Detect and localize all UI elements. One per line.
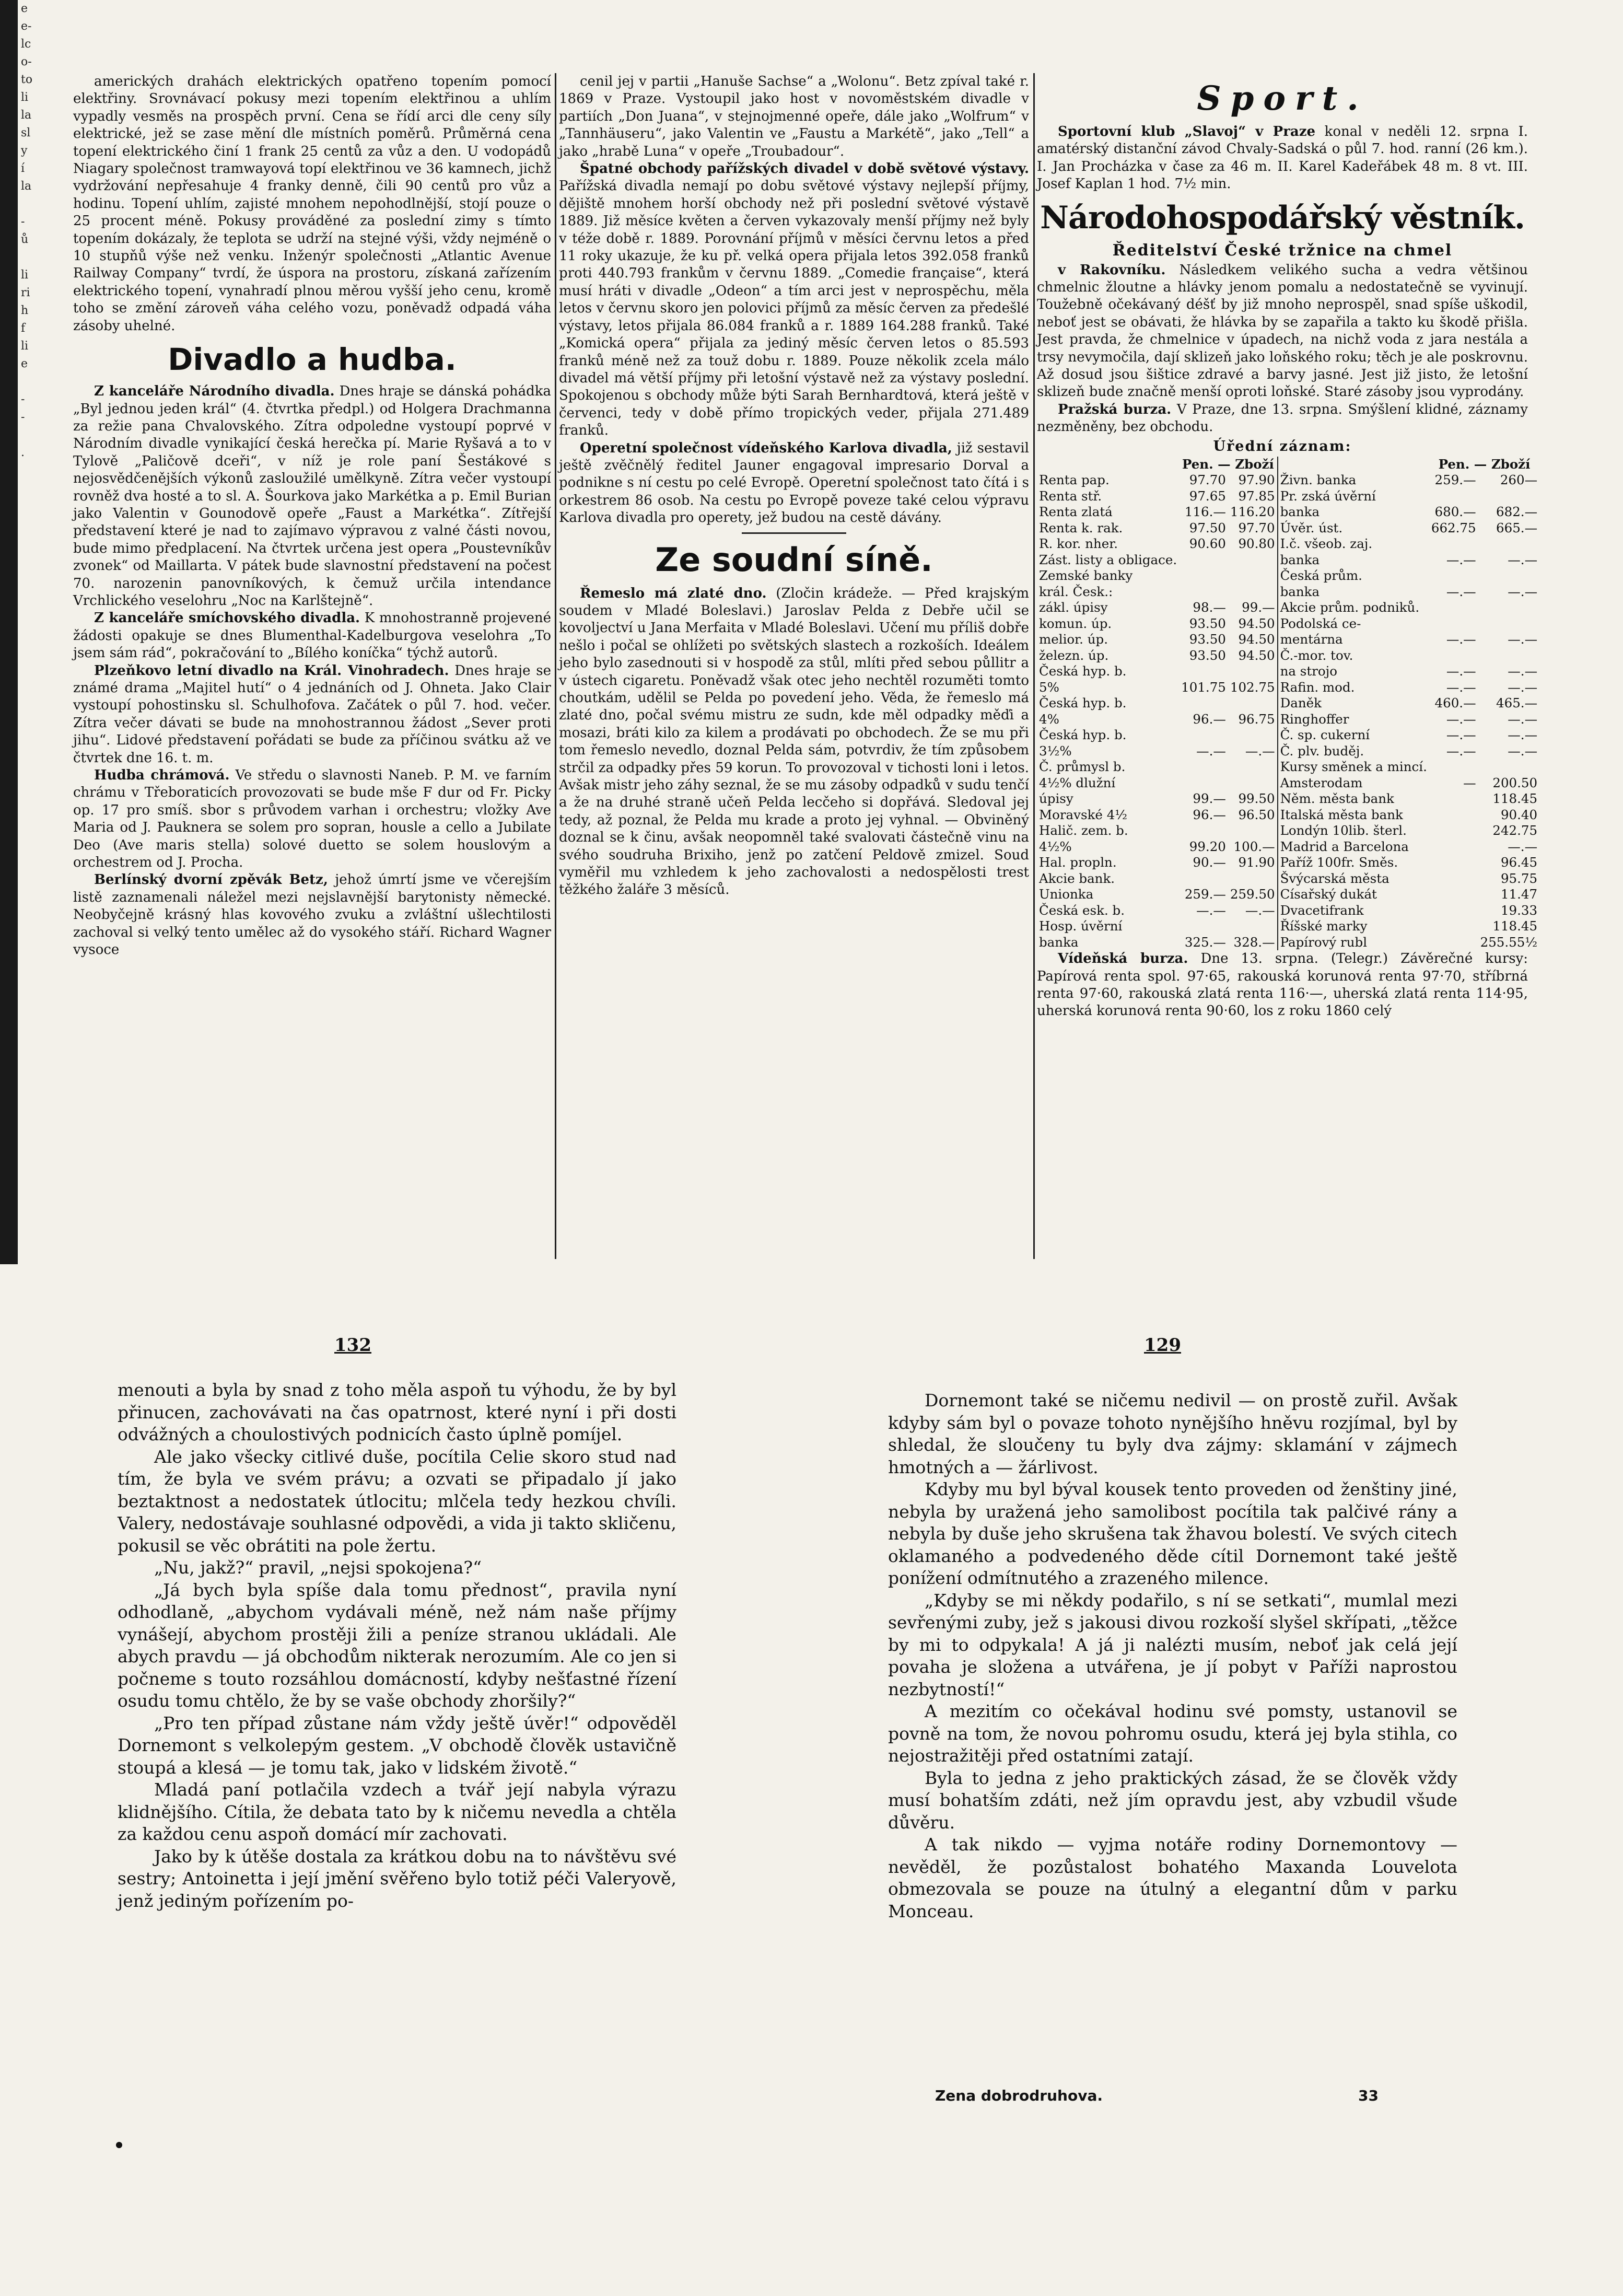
table-row bbox=[1037, 839, 1539, 855]
table-cell: 101.75 bbox=[1181, 679, 1226, 695]
paragraph bbox=[73, 767, 551, 871]
table-row bbox=[1037, 807, 1539, 823]
table-cell bbox=[1179, 918, 1228, 935]
table-row bbox=[1037, 568, 1539, 584]
table-row bbox=[1037, 823, 1539, 839]
table-cell bbox=[1228, 871, 1278, 887]
table-cell bbox=[1228, 584, 1278, 600]
novel-paragraph: Mladá paní potlačila vzdech a tvář její nabyla výrazu klidnějšího. Cítila, že debata tato by k ničemu nevedla a chtěla za každou cenu aspoň domácí mír zachovati. bbox=[118, 1779, 676, 1844]
table-cell: Říšské marky bbox=[1280, 918, 1368, 934]
novel-paragraph: menouti a byla by snad z toho měla aspoň tu výhodu, že by byl přinucen, zachovávati na čas opatrnost, které nyní i při dosti odvážných a choulostivých podnicích často úplně pomíjel. bbox=[118, 1380, 676, 1444]
table-cell: 96.— bbox=[1193, 711, 1226, 727]
table-row bbox=[1037, 520, 1539, 537]
table-cell bbox=[1429, 903, 1478, 919]
table-cell: 100.— bbox=[1228, 839, 1278, 855]
paragraph-text: Následkem velikého sucha a vedra většinou chmelnic žloutne a hlávky jenom pomalu a nedostatečně se vyvinují. Toužebně očekávaný déšť by již mnoho neprospěl, snad spíše uškodil, neboť jest se obávati, že hlávka by se zapařila a takto ku škodě přišla. Jest pravda, že chmelnice v úpadech, na nichž voda z jara nestála a trsy nevymočila, dají sklizeň jako loňského roku; těch je ale poskrovnu. Až dosud jsou šištice zdravé a barvy jasné. Jest již jisto, že letošní sklizeň bude značně menší oproti loňské. Staré zásoby jsou vyprodány. bbox=[1037, 262, 1528, 400]
table-cell: —.— bbox=[1446, 663, 1476, 679]
table-cell: 99.50 bbox=[1228, 791, 1278, 807]
paragraph-lead: Pražská burza. bbox=[1058, 401, 1172, 417]
table-row bbox=[1037, 552, 1539, 568]
table-cell: —.— bbox=[1508, 838, 1538, 854]
table-row bbox=[1037, 712, 1539, 728]
table-cell: —.— bbox=[1446, 679, 1476, 695]
divider bbox=[742, 532, 846, 534]
paragraph-text: již sestavil ještě zvěčnělý ředitel Jauner engagoval impresario Dorval a podnikne s ní cestu po celé Evropě. Operetní společnost tato čítá i s orkestrem 86 osob. Na cestu po Evropě poveze také celou výpravu Karlova divadla pro operety, jež budou na cestě dávány. bbox=[559, 440, 1029, 526]
table-cell: 259.50 bbox=[1228, 887, 1278, 903]
paragraph-lead: v Rakovníku. bbox=[1058, 262, 1166, 278]
table-cell: —.— bbox=[1196, 743, 1226, 759]
table-cell: —.— bbox=[1508, 632, 1538, 647]
table-cell: 3½% bbox=[1039, 743, 1072, 759]
paragraph bbox=[73, 871, 551, 959]
novel-paragraph: Ale jako všecky citlivé duše, pocítila Celie skoro stud nad tím, že byla ve svém právu; a ozvati se připadalo jí jako beztaktnost a nedostatek útlocitu; mlčela tedy hezkou chvíli. Valery, nedostávaje souhlasné odpovědi, a vida ji takto skličenu, pokusil se věc obrátiti na pole žertu. bbox=[118, 1446, 676, 1556]
table-cell: 99.20 bbox=[1189, 838, 1226, 854]
theatre-news-continued bbox=[559, 73, 1029, 527]
table-cell: 116.20 bbox=[1228, 504, 1278, 520]
table-cell: —.— bbox=[1446, 711, 1476, 727]
section-heading-sport: Sport. bbox=[1197, 79, 1368, 118]
table-cell bbox=[1429, 918, 1478, 935]
table-cell: —.— bbox=[1508, 743, 1538, 759]
table-cell: Ringhoffer bbox=[1280, 711, 1349, 727]
table-cell bbox=[1228, 823, 1278, 839]
table-cell: Akcie bank. bbox=[1039, 870, 1115, 886]
table-cell: Živn. banka bbox=[1280, 472, 1357, 488]
table-cell: 260— bbox=[1500, 472, 1538, 488]
table-cell bbox=[1478, 568, 1539, 584]
table-cell: Halič. zem. b. bbox=[1039, 823, 1128, 838]
table-cell: Papírový rubl bbox=[1280, 934, 1368, 950]
table-cell: banka bbox=[1280, 584, 1320, 599]
table-row bbox=[1037, 632, 1539, 648]
table-row bbox=[1037, 600, 1539, 616]
table-cell bbox=[1478, 759, 1539, 775]
right-page-number: 129 bbox=[1144, 1335, 1181, 1356]
paragraph-lead: Z kanceláře Národního divadla. bbox=[94, 383, 335, 400]
novel-right-page bbox=[888, 1390, 1457, 1922]
table-cell bbox=[1228, 727, 1278, 743]
table-cell: 97.85 bbox=[1228, 488, 1278, 505]
table-cell: 93.50 bbox=[1189, 632, 1226, 647]
table-row bbox=[1037, 935, 1539, 951]
novel-paragraph: Byla to jedna z jeho praktických zásad, že se člověk vždy musí bohatším zdáti, než jím opravdu jest, aby vzbudil všude důvěru. bbox=[888, 1767, 1457, 1833]
table-cell: mentárna bbox=[1280, 632, 1343, 647]
paragraph-text: V Praze, dne 13. srpna. Smýšlení klidné, záznamy nezměněny, bez obchodu. bbox=[1037, 401, 1528, 435]
table-cell bbox=[1429, 759, 1478, 775]
newspaper-column-3 bbox=[1037, 73, 1538, 1259]
table-cell: — bbox=[1463, 775, 1476, 790]
table-cell: 259.— bbox=[1184, 887, 1226, 902]
table-cell bbox=[1179, 759, 1228, 775]
table-cell: 90.60 bbox=[1189, 536, 1226, 552]
table-cell bbox=[1228, 775, 1278, 791]
table-cell bbox=[1429, 616, 1478, 632]
newspaper-column-1 bbox=[73, 73, 551, 1259]
table-cell bbox=[1429, 648, 1478, 664]
paragraph bbox=[73, 383, 551, 610]
paragraph-text: Dnes hraje se známé drama „Majitel hutí“ o 4 jednáních od J. Ohneta. Jako Clair vystoupí pohostinsku sl. Schulhofova. Začátek o půl 7. hod. večer. Zítra večer dávati se bude na mnohostrannou žádost „Sever proti jihu“. Lidové představení pořádati se bude za příčinou svátku až ve čtvrtek dne 16. t. m. bbox=[73, 662, 552, 766]
table-cell: I.č. všeob. zaj. bbox=[1280, 536, 1373, 552]
article-electric-heating bbox=[73, 73, 551, 335]
table-cell bbox=[1478, 488, 1539, 505]
table-row bbox=[1037, 855, 1539, 871]
table-cell: 98.— bbox=[1193, 600, 1226, 615]
table-cell: 97.70 bbox=[1189, 472, 1226, 488]
table-cell: Dvacetifrank bbox=[1280, 902, 1364, 918]
table-cell bbox=[1228, 695, 1278, 712]
table-cell bbox=[1228, 759, 1278, 775]
newspaper-column-2 bbox=[559, 73, 1029, 1259]
table-cell: 93.50 bbox=[1189, 615, 1226, 631]
paragraph-text: Dnes hraje se dánská pohádka „Byl jednou jeden král“ (4. čtvrtka předpl.) od Holgera Drachmanna za režie pana Chvalovského. Zítra odpoledne vystoupí poprvé v Národním divadle vynikající česká herečka pí. Marie Ryšavá a to v Tylově „Paličově dceři“, v níž je role paní Šestákové s nejosvědčenějších výkonů zasloužilé umělkyně. Zítra večer vystoupí rovněž dva hosté a to sl. A. Šourkova jako Markétka a p. Emil Burian jako Valentin v Gounodově opeře „Faust a Markétka“. Zítřejší představení které je nad to zajímavo výpravou z valné části novou, bude mimo předplacení. Na čtvrtek určena jest opera „Poustevníkův zvonek“ od Maillarta. V pátek bude slavnostní představení na počest 70. narozenin panovníkových, k čemuž určila intendance Vrchlického veselohru „Noc na Karlštejně“. bbox=[73, 383, 551, 609]
table-cell bbox=[1179, 823, 1228, 839]
table-cell: —.— bbox=[1196, 902, 1226, 918]
table-cell: 116.— bbox=[1184, 504, 1226, 520]
table-cell: Č. plv. buděj. bbox=[1280, 743, 1364, 759]
table-row bbox=[1037, 759, 1539, 775]
table-cell: Č.-mor. tov. bbox=[1280, 647, 1353, 663]
table-title: Úřední záznam: bbox=[1213, 438, 1352, 454]
court-news bbox=[559, 585, 1029, 899]
table-cell bbox=[1429, 536, 1478, 552]
table-cell bbox=[1429, 807, 1478, 823]
table-cell: banka bbox=[1280, 504, 1320, 520]
section-heading-economy: Národohospodářský věstník. bbox=[1040, 199, 1525, 236]
table-cell: Moravské 4½ bbox=[1039, 807, 1128, 822]
table-row bbox=[1037, 871, 1539, 887]
table-cell: 94.50 bbox=[1228, 632, 1278, 648]
table-cell: 5% bbox=[1039, 679, 1059, 695]
table-cell bbox=[1228, 663, 1278, 680]
table-cell bbox=[1228, 568, 1278, 584]
table-cell: Hal. propln. bbox=[1039, 855, 1117, 870]
table-cell: Česká esk. b. bbox=[1039, 902, 1125, 918]
paragraph bbox=[559, 73, 1029, 160]
table-cell bbox=[1228, 918, 1278, 935]
table-row bbox=[1037, 616, 1539, 632]
table-cell: 682.— bbox=[1496, 504, 1538, 520]
table-cell: Něm. města bank bbox=[1280, 791, 1394, 807]
table-cell: 118.45 bbox=[1492, 791, 1538, 807]
table-cell: Renta k. rak. bbox=[1039, 520, 1123, 535]
table-row bbox=[1037, 743, 1539, 760]
table-cell: 255.55½ bbox=[1480, 934, 1538, 950]
table-cell: 4½% dlužní bbox=[1039, 775, 1116, 790]
table-cell: Madrid a Barcelona bbox=[1280, 838, 1409, 854]
table-cell: 90.40 bbox=[1500, 807, 1538, 822]
table-cell bbox=[1429, 871, 1478, 887]
table-cell: —.— bbox=[1508, 663, 1538, 679]
table-cell bbox=[1179, 552, 1228, 568]
table-cell: —.— bbox=[1446, 727, 1476, 743]
table-cell: banka bbox=[1280, 552, 1320, 567]
section-heading-theatre: Divadlo a hudba. bbox=[168, 342, 457, 378]
paragraph bbox=[1037, 262, 1528, 401]
table-cell: 96.45 bbox=[1500, 855, 1538, 870]
table-cell: 94.50 bbox=[1228, 616, 1278, 632]
table-cell bbox=[1478, 600, 1539, 616]
table-cell: 97.70 bbox=[1228, 520, 1278, 537]
column-rule-1 bbox=[555, 73, 556, 1259]
paragraph-lead: Vídeňská burza. bbox=[1058, 951, 1188, 967]
paragraph bbox=[73, 662, 551, 767]
table-cell: 96.75 bbox=[1228, 712, 1278, 728]
table-cell bbox=[1179, 568, 1228, 584]
table-cell: melior. úp. bbox=[1039, 632, 1108, 647]
table-cell: —.— bbox=[1508, 552, 1538, 567]
table-cell bbox=[1179, 871, 1228, 887]
ink-dot bbox=[116, 2142, 122, 2148]
footer-title: Zena dobrodruhova. bbox=[935, 2087, 1103, 2104]
table-cell: Česká hyp. b. bbox=[1039, 695, 1127, 711]
table-cell bbox=[1179, 695, 1228, 712]
table-cell bbox=[1429, 568, 1478, 584]
table-row bbox=[1037, 648, 1539, 664]
table-row bbox=[1037, 918, 1539, 935]
paragraph: amerických drahách elektrických opatřeno topením pomocí elektřiny. Srovnávací pokusy mezi topením elektřinou a uhlím vypadly vesměs na prospěch první. Cena se řídí arci dle ceny síly elektrické, jež se zase mění dle místních poměrů. Průměrná cena topení elektrického činí 1 frank 25 centů za vůz a den. U vodopádů Niagary společnost tramwayová topí elektřinou ve 36 kamnech, jichž vydržování nepřesahuje 4 franky denně, čili 90 centů pro vůz a hodinu. Topení uhlím, zajisté mnohem nepohodlnější, stojí pouze o 25 procent méně. Pokusy prováděné za poslední zimy s tímto topením dokázaly, že teplota se udrží na stejné výši, vždy nejméně o 10 stupňů výše než venku. Inženýr společnosti „Atlantic Avenue Railway Company“ tvrdí, že úspora na prostoru, získaná zařízením elektrického topení, vynahradí plnou měrou vyšší jeho cenu, kromě toho se změní zároveň váha celého vozu, poněvadž odpadá váha zásoby uhelné. bbox=[73, 74, 551, 334]
table-cell: Česká prům. bbox=[1280, 568, 1362, 584]
table-cell: 95.75 bbox=[1500, 870, 1538, 886]
table-cell: 259.— bbox=[1434, 472, 1476, 488]
paragraph-lead: Řemeslo má zlaté dno. bbox=[580, 585, 767, 601]
table-cell: komun. úp. bbox=[1039, 615, 1112, 631]
table-cell: —.— bbox=[1228, 743, 1278, 760]
table-cell: 4% bbox=[1039, 711, 1059, 727]
table-cell: Česká hyp. b. bbox=[1039, 727, 1127, 743]
table-cell: banka bbox=[1039, 934, 1079, 950]
novel-paragraph: „Pro ten případ zůstane nám vždy ještě úvěr!“ odpověděl Dornemont s velkolepým gestem. „V obchodě člověk ustavičně stoupá a klesá — je tomu tak, jako v lidském životě.“ bbox=[118, 1712, 676, 1778]
paragraph bbox=[559, 440, 1029, 527]
table-cell: na strojo bbox=[1280, 663, 1338, 679]
table-cell: 102.75 bbox=[1228, 680, 1278, 696]
table-cell bbox=[1179, 663, 1228, 680]
table-row bbox=[1037, 791, 1539, 807]
table-row bbox=[1037, 887, 1539, 903]
table-cell bbox=[1478, 616, 1539, 632]
table-cell: 118.45 bbox=[1492, 918, 1538, 934]
footer-number: 33 bbox=[1358, 2087, 1379, 2104]
table-cell: 465.— bbox=[1496, 695, 1538, 711]
table-cell: úpisy bbox=[1039, 791, 1073, 807]
table-cell: 97.90 bbox=[1228, 472, 1278, 488]
table-row bbox=[1037, 504, 1539, 520]
novel-paragraph: Dornemont také se ničemu nedivil — on prostě zuřil. Avšak kdyby sám byl o povaze tohoto nynějšího hněvu rozjímal, byl by shledal, že sloučeny tu byly dva zájmy: sklamání v zájmech hmotných a — žárlivost. bbox=[888, 1390, 1457, 1477]
table-cell bbox=[1228, 552, 1278, 568]
table-cell bbox=[1429, 935, 1478, 951]
table-cell: Londýn 10lib. šterl. bbox=[1280, 823, 1407, 838]
table-cell: 97.50 bbox=[1189, 520, 1226, 535]
table-cell: —.— bbox=[1508, 727, 1538, 743]
table-header-cell: Pen. — Zboží bbox=[1438, 456, 1531, 472]
table-cell bbox=[1478, 536, 1539, 552]
table-row bbox=[1037, 903, 1539, 919]
table-cell: 93.50 bbox=[1189, 647, 1226, 663]
table-row bbox=[1037, 680, 1539, 696]
table-cell: 99.— bbox=[1193, 791, 1226, 807]
table-row bbox=[1037, 775, 1539, 791]
table-cell: Zemské banky bbox=[1039, 568, 1133, 584]
table-cell: 94.50 bbox=[1228, 648, 1278, 664]
table-cell: 97.65 bbox=[1189, 488, 1226, 504]
novel-paragraph: A tak nikdo — vyjma notáře rodiny Dornemontovy — nevěděl, že pozůstalost bohatého Maxanda Louvelota obmezovala se pouze na útulný a elegantní dům v parku Monceau. bbox=[888, 1834, 1457, 1921]
paragraph-lead: Plzeňkovo letní divadlo na Král. Vinohradech. bbox=[94, 662, 449, 679]
paragraph bbox=[73, 610, 551, 662]
table-cell: 99.— bbox=[1228, 600, 1278, 616]
table-cell: 328.— bbox=[1228, 935, 1278, 951]
paragraph bbox=[559, 160, 1029, 440]
table-cell: 665.— bbox=[1496, 520, 1538, 535]
table-cell bbox=[1429, 839, 1478, 855]
table-cell bbox=[1429, 855, 1478, 871]
paragraph bbox=[1037, 123, 1528, 193]
table-cell: 96.50 bbox=[1228, 807, 1278, 823]
table-cell: zákl. úpisy bbox=[1039, 600, 1108, 615]
novel-paragraph: Jako by k útěše dostala za krátkou dobu na to návštěvu své sestry; Antoinetta i její jmění svěřeno bylo totiž péči Valeryově, jenž jediným pořízením po- bbox=[118, 1846, 676, 1911]
table-header-row bbox=[1037, 457, 1539, 473]
table-cell: Amsterodam bbox=[1280, 775, 1363, 790]
table-cell: —.— bbox=[1508, 679, 1538, 695]
novel-paragraph: „Já bych byla spíše dala tomu přednost“, pravila nyní odhodlaně, „abychom vydávali méně, než nám naše příjmy vynášejí, abychom prostěji žili a peníze stranou ukládali. Ale abych pravdu — já obchodům nikterak nerozumím. Ale co jen si počneme s touto rozsáhlou domácností, kdyby nešťastné řízení osudu tomu chtělo, že by se vaše obchody zhoršily?“ bbox=[118, 1579, 676, 1711]
table-cell: 662.75 bbox=[1431, 520, 1476, 535]
paragraph-text: (Zločin krádeže. — Před krajským soudem v Mladé Boleslavi.) Jaroslav Pelda z Debře učil se kovoljectví u Jana Merfaita v Mladé Boleslavi. Učení mu příliš dobře nešlo i počal se ohlížeti po světských slastech a rozkoších. Ideálem jeho bylo zasednouti si v hospodě za stůl, mlíti před sebou půllitr a v ústech cigaretu. Poněvadž však otec jeho nechtěl rozuměti tomto choutkám, udělil se Pelda po povedení jeho. Věda, že řemeslo má zlaté dno, počal svému mistru ze sudn, kde měl odpadky měďi a mosazi, bráti kilo za kilem a prodávati po obchodech. Že se mu při tom řemeslo nevedlo, doznal Pelda sám, potvrdiv, že tím způsobem strčil za odpadky přes 59 korun. To provozoval v tichosti loni i letos. Avšak mistr jeho záhy seznal, že se mu zásoby odpadků v sudu tenčí a že na druhé straně učeň Pelda lecčeho si dopřává. Sledoval jej tedy, až poznal, že Pelda mu krade a proto jej vyhnal. — Obviněný doznal se k činu, avšak neopomněl také svalovati částečně vinu na svého soudruha Brixiho, jenž po zatčení Peldově zmizel. Soud vyměřil mu vzhledem k jeho zachovalosti a nedospělosti trest těžkého žaláře 3 měsíců. bbox=[559, 585, 1030, 898]
table-cell: —.— bbox=[1446, 552, 1476, 567]
table-row bbox=[1037, 727, 1539, 743]
stock-quote-table bbox=[1037, 457, 1539, 951]
table-cell bbox=[1478, 648, 1539, 664]
novel-paragraph: „Kdyby se mi někdy podařilo, s ní se setkati“, mumlal mezi sevřenými zuby, jež s jakousi divou rozkoší slyšel skřípati, „těžce by mi to odpykala! A já ji nalézti musím, neboť jak celá její povaha je složena a utvářena, je jí pobyt v Paříži naprostou nezbytností!“ bbox=[888, 1590, 1457, 1699]
table-cell: 91.90 bbox=[1228, 855, 1278, 871]
table-cell: Unionka bbox=[1039, 887, 1094, 902]
table-cell: Hosp. úvěrní bbox=[1039, 918, 1123, 934]
table-row bbox=[1037, 663, 1539, 680]
table-row bbox=[1037, 584, 1539, 600]
table-row bbox=[1037, 536, 1539, 552]
table-cell: 90.— bbox=[1193, 855, 1226, 870]
table-cell bbox=[1429, 600, 1478, 616]
table-cell: 200.50 bbox=[1492, 775, 1538, 790]
table-row bbox=[1037, 488, 1539, 505]
table-cell: 242.75 bbox=[1492, 823, 1538, 838]
table-cell: Akcie prům. podniků. bbox=[1280, 600, 1420, 615]
table-cell: Kursy směnek a mincí. bbox=[1280, 759, 1427, 775]
paragraph-text: Pařížská divadla nemají po dobu světové výstavy nejlepší příjmy, dějiště mnohem horší obchody než při poslední světové výstavě 1889. Již měsíce květen a červen vykazovaly menší příjmy než byly v téže době r. 1889. Porovnání příjmů v měsíci červnu letos a před 11 roky ukazuje, že ku př. velká opera přijala letos 392.058 franků proti 440.793 frankům v červnu 1889. „Comedie française“, která musí hráti v divadle „Odeon“ a tím arci jest v neprospěchu, měla letos v červnu skoro jen polovici příjmů za měsíc červen za předešlé výstavy, letos přijala 86.084 franků a r. 1889 164.288 franků. Také „Komická opera“ přijala za jediný měsíc červen letos o 85.593 franků méně než za touž dobu r. 1889. Pouze několik zcela málo divadel má větší příjmy při letošní výstavě než za výstavy poslední. Spokojenou s obchody může býti Sarah Bernhardtová, která ještě v červenci, tedy v době přímo tropických veder, přijala 271.489 franků. bbox=[559, 178, 1029, 439]
paragraph-text: Ve středu o slavnosti Naneb. P. M. ve farním chrámu v Třeboraticích provozovati se bude mše F dur od Fr. Picky op. 17 pro smíš. sbor s průvodem varhan i orchestru; vložky Ave Maria od J. Pauknera se solem pro sopran, housle a cello a Jubilate Deo (Ave maris stella) solové duetto se solem houslovým a orchestrem od J. Procha. bbox=[73, 767, 551, 871]
paragraph-lead: Špatné obchody pařížských divadel v době světové výstavy. bbox=[580, 161, 1029, 177]
table-cell: 460.— bbox=[1434, 695, 1476, 711]
table-cell bbox=[1429, 791, 1478, 807]
table-cell bbox=[1179, 775, 1228, 791]
theatre-news bbox=[73, 383, 551, 959]
table-cell: Č. sp. cukerní bbox=[1280, 727, 1370, 743]
table-cell: železn. úp. bbox=[1039, 647, 1109, 663]
table-cell bbox=[1429, 488, 1478, 505]
economy-news bbox=[1037, 262, 1528, 436]
table-cell: Renta stř. bbox=[1039, 488, 1102, 504]
table-cell: král. Česk.: bbox=[1039, 584, 1113, 599]
novel-paragraph: Kdyby mu byl býval kousek tento proveden od ženštiny jiné, nebyla by uražená jeho samolibost pocítila tak palčivé rány a nebyla by duše jeho skrušena tak žhavou bolestí. Ve svých citech oklamaného a podvedeného děde cítil Dornemont také ještě ponížení odmítnutého a zrazeného milence. bbox=[888, 1479, 1457, 1588]
table-header-cell: Pen. — Zboží bbox=[1179, 457, 1277, 473]
paragraph-lead: Berlínský dvorní zpěvák Betz, bbox=[94, 872, 328, 888]
table-cell: —.— bbox=[1446, 632, 1476, 647]
left-page-number: 132 bbox=[334, 1335, 371, 1356]
table-cell: 680.— bbox=[1434, 504, 1476, 520]
table-cell: Císařský dukát bbox=[1280, 887, 1377, 902]
paragraph-lead: Hudba chrámová. bbox=[94, 767, 230, 784]
table-cell: Renta zlatá bbox=[1039, 504, 1113, 520]
sport-news bbox=[1037, 123, 1528, 193]
table-cell: —.— bbox=[1508, 584, 1538, 599]
table-row bbox=[1037, 695, 1539, 712]
novel-paragraph: A mezitím co očekával hodinu své pomsty, ustanovil se povně na tom, že novou pohromu osudu, která jej byla stihla, co nejostražitěji před ostatními zatají. bbox=[888, 1701, 1457, 1766]
paragraph-text: K mnohostranně projevené žádosti opakuje se dnes Blumenthal-Kadelburgova veselohra „To jsem sám rád“, pokračování to „Bílého koníčka“ týchž autorů. bbox=[73, 610, 551, 661]
paragraph-lead: Sportovní klub „Slavoj“ v Praze bbox=[1058, 124, 1316, 139]
table-cell: —.— bbox=[1228, 903, 1278, 919]
page-edge-dark bbox=[0, 0, 18, 1264]
table-cell: Č. průmysl b. bbox=[1039, 759, 1126, 775]
table-cell: —.— bbox=[1446, 584, 1476, 599]
table-cell: R. kor. nher. bbox=[1039, 536, 1118, 552]
table-cell: 11.47 bbox=[1500, 887, 1538, 902]
table-cell bbox=[1429, 887, 1478, 903]
paragraph-lead: Operetní společnost vídeňského Karlova divadla, bbox=[580, 440, 952, 456]
table-cell bbox=[1179, 727, 1228, 743]
table-cell: 325.— bbox=[1184, 934, 1226, 950]
table-cell: Pr. zská úvěrní bbox=[1280, 488, 1376, 504]
economy-subheading: Ředitelství České tržnice na chmel bbox=[1112, 241, 1453, 260]
table-cell: Italská města bank bbox=[1280, 807, 1403, 822]
table-cell: Daněk bbox=[1280, 695, 1322, 711]
table-cell: Renta pap. bbox=[1039, 472, 1110, 488]
table-cell: Česká hyp. b. bbox=[1039, 663, 1127, 679]
paragraph-text: Dne 13. srpna. (Telegr.) Závěrečné kursy: Papírová renta spol. 97·65, rakouská korunová renta 97·70, stříbrná renta 97·60, rakouská zlatá renta 116·—, uherská zlatá renta 114·95, uherská korunová renta 90·60, los z roku 1860 celý bbox=[1037, 951, 1528, 1019]
paragraph bbox=[1037, 401, 1528, 436]
column-rule-2 bbox=[1033, 73, 1035, 1259]
paragraph-text: cenil jej v partii „Hanuše Sachse“ a „Wolonu“. Betz zpíval také r. 1869 v Praze. Vystoupil jako host v novoměstském divadle v partiích „Don Juana“, v stejnojmenné opeře, dále jako „Wolfrum“ v „Tannhäuseru“, jako Valentin ve „Faustu a Markétě“, jako „Tell“ a jako „hrabě Luna“ v opeře „Troubadour“. bbox=[559, 74, 1029, 159]
table-cell: —.— bbox=[1446, 743, 1476, 759]
table-cell bbox=[1179, 584, 1228, 600]
paragraph bbox=[559, 585, 1029, 899]
table-cell: Paříž 100fr. Směs. bbox=[1280, 855, 1398, 870]
paragraph-text: jehož úmrtí jsme ve včerejším listě zaznamenali náležel mezi nejslavnější barytonisty německé. Neobyčejně krásný hlas kovového zvuku a zvláštní ušlechtilosti zachoval si velký tento umělec až do vysokého stáří. Richard Wagner vysoce bbox=[73, 872, 551, 958]
table-cell: —.— bbox=[1508, 711, 1538, 727]
table-header-cell bbox=[1037, 457, 1179, 473]
paragraph-lead: Z kanceláře smíchovského divadla. bbox=[94, 610, 360, 626]
table-cell: 90.80 bbox=[1228, 536, 1278, 552]
table-cell: Podolská ce- bbox=[1280, 615, 1361, 631]
table-cell: Zást. listy a obligace. bbox=[1039, 552, 1177, 567]
table-cell: 19.33 bbox=[1500, 902, 1538, 918]
novel-paragraph: „Nu, jakž?“ pravil, „nejsi spokojena?“ bbox=[154, 1557, 482, 1578]
table-cell: 4½% bbox=[1039, 838, 1072, 854]
table-cell: Švýcarská města bbox=[1280, 870, 1390, 886]
section-heading-court: Ze soudní síně. bbox=[655, 540, 933, 579]
paragraph-text: konal v neděli 12. srpna I. amatérský distanční závod Chvaly-Sadská o půl 7. hod. ranní (26 km.). I. Jan Procházka v čase za 46 m. II. Karel Kadeřábek 48 m. 8 vt. III. Josef Kaplan 1 hod. 7½ min. bbox=[1037, 124, 1528, 192]
paragraph bbox=[1037, 950, 1528, 1020]
table-header-cell bbox=[1278, 457, 1429, 473]
table-cell: Úvěr. úst. bbox=[1280, 520, 1343, 535]
table-cell bbox=[1429, 823, 1478, 839]
table-cell: Rafin. mod. bbox=[1280, 679, 1355, 695]
novel-left-page bbox=[118, 1379, 676, 1912]
adjacent-page-fragment: e e- lc o- to li la sl y í la - ů li ri h f li e - - . bbox=[21, 2, 33, 459]
table-row bbox=[1037, 472, 1539, 488]
vienna-exchange-news bbox=[1037, 950, 1528, 1020]
table-cell: 96.— bbox=[1193, 807, 1226, 822]
